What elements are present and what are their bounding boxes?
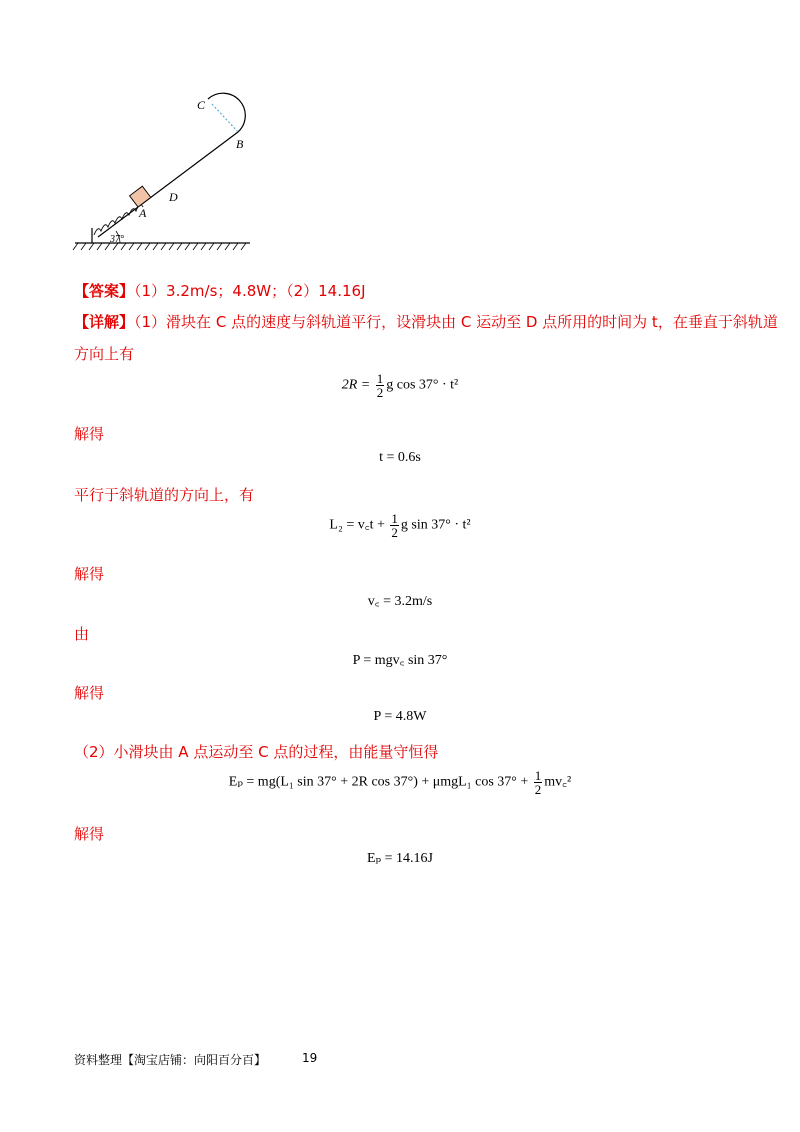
label-angle: 37° bbox=[110, 234, 124, 245]
eq1-rhs: g cos 37° · t² bbox=[386, 377, 459, 393]
parallel-line bbox=[74, 484, 254, 505]
jiede-1-text: 解得 bbox=[74, 425, 105, 443]
detail-bracket: 【详解】 bbox=[74, 313, 135, 331]
jiede-4-text: 解得 bbox=[74, 825, 105, 843]
eq7-rhs: mv꜀² bbox=[544, 774, 572, 790]
eq7-frac-num: 1 bbox=[534, 768, 542, 783]
eq6-text: P = 4.8W bbox=[373, 709, 427, 724]
physics-diagram bbox=[70, 85, 260, 255]
equation-7 bbox=[0, 769, 800, 796]
eq3-frac-den: 2 bbox=[391, 525, 398, 540]
parallel-text: 平行于斜轨道的方向上，有 bbox=[74, 486, 255, 504]
diameter-bc bbox=[212, 104, 238, 132]
jiede-2-text: 解得 bbox=[74, 565, 105, 583]
jiede-4 bbox=[74, 823, 104, 844]
equation-3 bbox=[0, 512, 800, 539]
part2-text: （2）小滑块由 A 点运动至 C 点的过程，由能量守恒得 bbox=[74, 743, 439, 761]
equation-1 bbox=[0, 372, 800, 399]
block-a bbox=[130, 186, 151, 207]
jiede-1 bbox=[74, 423, 104, 444]
jiede-3-text: 解得 bbox=[74, 684, 105, 702]
equation-5 bbox=[0, 650, 800, 669]
label-d: D bbox=[169, 190, 178, 204]
detail-text-1: （1）滑块在 C 点的速度与斜轨道平行，设滑块由 C 运动至 D 点所用的时间为 t，在垂直于斜轨道 bbox=[134, 313, 778, 331]
label-b: B bbox=[236, 137, 244, 151]
jiede-3 bbox=[74, 682, 104, 703]
eq7-lhs: Eₚ = mg(L₁ sin 37° + 2R cos 37°) + μmgL₁ cos 37° + bbox=[228, 774, 532, 790]
eq3-rhs: g sin 37° · t² bbox=[400, 517, 471, 533]
eq3-lhs: L₂ = v꜀t + bbox=[329, 517, 389, 533]
eq8-text: Eₚ = 14.16J bbox=[367, 851, 433, 866]
eq1-lhs: 2R = bbox=[341, 377, 374, 393]
you-line bbox=[74, 623, 89, 644]
detail-text-2: 方向上有 bbox=[74, 345, 135, 363]
label-a: A bbox=[139, 206, 147, 220]
eq3-fraction bbox=[390, 512, 399, 539]
answer-text: （1）3.2m/s；4.8W；（2）14.16J bbox=[134, 282, 366, 300]
eq4-text: v꜀ = 3.2m/s bbox=[367, 594, 433, 609]
eq1-frac-den: 2 bbox=[376, 385, 384, 400]
footer-source: 资料整理【淘宝店铺：向阳百分百】 bbox=[74, 1053, 267, 1067]
eq3-frac-num: 1 bbox=[391, 511, 398, 526]
detail-line-1 bbox=[74, 311, 778, 332]
equation-4 bbox=[0, 591, 800, 610]
equation-6 bbox=[0, 709, 800, 725]
part2-line bbox=[74, 741, 438, 762]
equation-2 bbox=[0, 450, 800, 466]
answer-line bbox=[74, 280, 366, 301]
incline-track bbox=[98, 132, 238, 237]
eq7-fraction bbox=[534, 769, 543, 796]
jiede-2 bbox=[74, 563, 104, 584]
circular-track bbox=[208, 93, 245, 132]
ground-hatch bbox=[73, 243, 246, 250]
eq5-text: P = mgv꜀ sin 37° bbox=[352, 653, 448, 668]
eq2-text: t = 0.6s bbox=[379, 450, 421, 465]
equation-8 bbox=[0, 850, 800, 867]
detail-line-2 bbox=[74, 343, 134, 364]
page-number: 19 bbox=[302, 1051, 318, 1065]
label-c: C bbox=[197, 98, 206, 112]
eq1-fraction bbox=[376, 372, 385, 399]
eq7-frac-den: 2 bbox=[534, 782, 542, 797]
eq1-frac-num: 1 bbox=[376, 371, 384, 386]
answer-bracket: 【答案】 bbox=[74, 282, 135, 300]
you-text: 由 bbox=[74, 625, 90, 643]
